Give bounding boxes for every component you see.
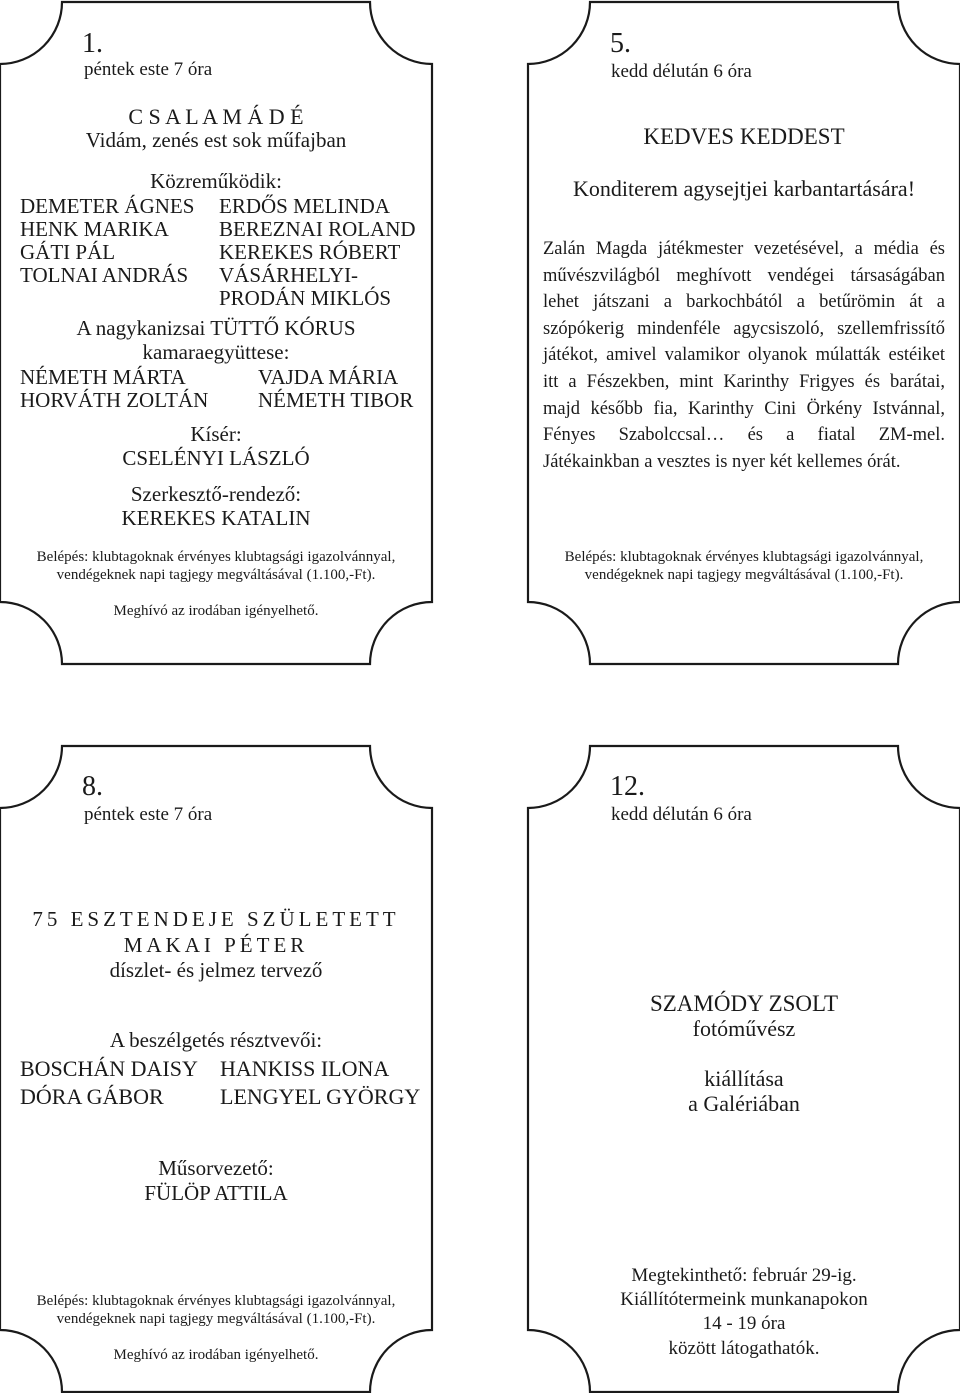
choir-line-2: kamaraegyüttese: [142, 340, 290, 364]
cast-name: PRODÁN MIKLÓS [219, 286, 392, 310]
director-name: KEREKES KATALIN [121, 506, 311, 530]
card-1-cast-heading: Közreműködik: [150, 169, 282, 193]
cast-name: BEREZNAI ROLAND [219, 217, 416, 241]
card-5-number: 5. [610, 28, 631, 59]
cast-name: DEMETER ÁGNES [20, 194, 195, 218]
entry-info-line-2: vendégeknek napi tagjegy megváltásával (1.100,-Ft). [56, 567, 376, 583]
host-label: Műsorvezető: [158, 1156, 274, 1180]
participant-name: BOSCHÁN DAISY [20, 1056, 198, 1081]
invite-note: Meghívó az irodában igényelhető. [113, 1347, 319, 1363]
cast-name: KEREKES RÓBERT [219, 240, 401, 264]
choir-member: NÉMETH MÁRTA [20, 365, 186, 389]
card-8-title-line-2: MAKAI PÉTER [123, 933, 309, 957]
card-5-subtitle: Konditerem agysejtjei karbantartására! [572, 176, 916, 201]
director-label: Szerkesztő-rendező: [130, 482, 302, 506]
participants-heading: A beszélgetés résztvevői: [109, 1028, 323, 1052]
accompanist-label: Kísér: [190, 422, 242, 446]
invite-note: Meghívó az irodában igényelhető. [113, 603, 319, 619]
card-8-title-line-1: 75 ESZTENDEJE SZÜLETETT [32, 907, 400, 931]
card-1-title: C S A L A M Á D É [128, 104, 304, 129]
card-8-subtitle: díszlet- és jelmez tervező [109, 958, 323, 982]
cast-name: VÁSÁRHELYI- [219, 263, 359, 287]
card-5-title: KEDVES KEDDEST [643, 124, 845, 149]
card-5-description: Zalán Magda játékmester vezetésével, a média és művészvilágból meghívott vendégei társaságában lehet játszani a barkochbától a betűrömin át a szópókerig mindenféle agycsiszoló, szellemfrissítő játékot, amivel valamikor olyanok múlatták estéiket itt a Fészekben, mint Karinthy Frigyes és barátai, majd később fia, Karinthy Cini Örkény Istvánnal, Fényes Szabolccsal… és a fiatal ZM-mel. Játékainkban a vesztes is nyer két kellemes órát. [543, 239, 945, 472]
participant-name: HANKISS ILONA [220, 1056, 390, 1081]
card-1-number: 1. [82, 28, 103, 59]
cast-name: ERDŐS MELINDA [219, 194, 390, 218]
host-name: FÜLÖP ATTILA [144, 1181, 288, 1205]
card-12-time: kedd délután 6 óra [611, 804, 752, 825]
viewing-info-line-2: Kiállítótermeink munkanapokon [620, 1289, 868, 1310]
cast-name: GÁTI PÁL [20, 240, 116, 264]
card-12-number: 12. [610, 771, 645, 802]
card-1-time: péntek este 7 óra [84, 59, 213, 80]
participant-name: LENGYEL GYÖRGY [220, 1084, 421, 1109]
card-8-number: 8. [82, 771, 103, 802]
exhibition-line-1: kiállítása [704, 1066, 784, 1091]
card-8-time: péntek este 7 óra [84, 804, 213, 825]
cast-name: TOLNAI ANDRÁS [20, 263, 189, 287]
entry-info-line-1: Belépés: klubtagoknak érvényes klubtagsági igazolvánnyal, [36, 1293, 396, 1309]
artist-name: SZAMÓDY ZSOLT [649, 991, 839, 1016]
participant-name: DÓRA GÁBOR [20, 1084, 164, 1109]
artist-profession: fotóművész [692, 1016, 796, 1041]
card-5-time: kedd délután 6 óra [611, 61, 752, 82]
entry-info-line-1: Belépés: klubtagoknak érvényes klubtagsági igazolvánnyal, [564, 549, 924, 565]
cast-name: HENK MARIKA [20, 217, 169, 241]
entry-info-line-1: Belépés: klubtagoknak érvényes klubtagsági igazolvánnyal, [36, 549, 396, 565]
choir-line-1: A nagykanizsai TÜTTŐ KÓRUS [76, 316, 356, 340]
viewing-info-line-3: 14 - 19 óra [702, 1313, 786, 1334]
choir-member: VAJDA MÁRIA [258, 365, 399, 389]
choir-member: HORVÁTH ZOLTÁN [20, 388, 209, 412]
viewing-info-line-4: között látogathatók. [668, 1338, 820, 1359]
choir-member: NÉMETH TIBOR [258, 388, 414, 412]
entry-info-line-2: vendégeknek napi tagjegy megváltásával (1.100,-Ft). [56, 1311, 376, 1327]
entry-info-line-2: vendégeknek napi tagjegy megváltásával (1.100,-Ft). [584, 567, 904, 583]
accompanist-name: CSELÉNYI LÁSZLÓ [122, 446, 310, 470]
card-1-subtitle: Vidám, zenés est sok műfajban [85, 128, 347, 152]
exhibition-line-2: a Galériában [688, 1091, 800, 1116]
viewing-info-line-1: Megtekinthető: február 29-ig. [631, 1265, 857, 1286]
